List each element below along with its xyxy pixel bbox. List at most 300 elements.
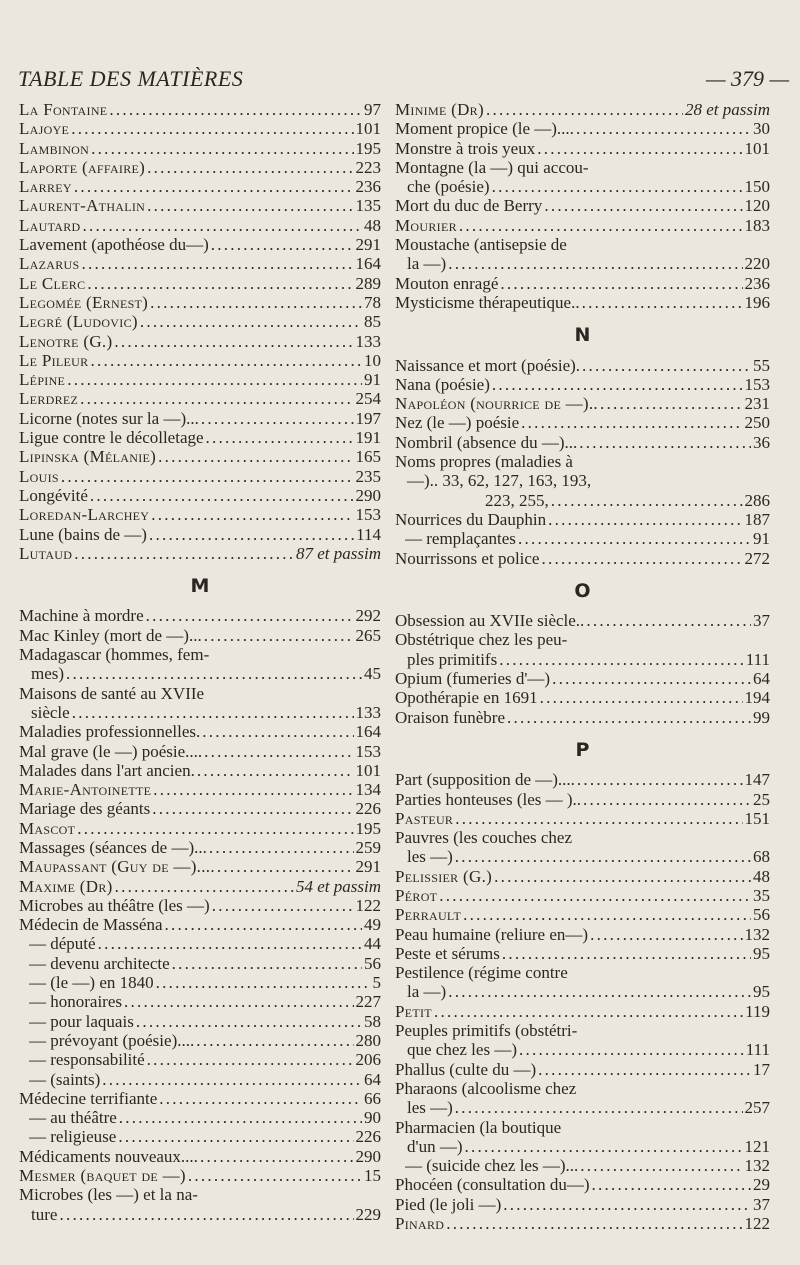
leader-dots	[492, 177, 743, 196]
leader-dots	[455, 809, 742, 828]
index-entry	[395, 375, 770, 394]
index-entry	[395, 139, 770, 158]
entry-page: 226	[355, 1127, 381, 1147]
entry-label: Lune (bains de —)	[19, 524, 147, 544]
leader-dots	[158, 447, 353, 466]
index-entry	[19, 838, 381, 857]
index-entry	[395, 925, 770, 944]
entry-page: 229	[355, 1204, 381, 1224]
index-entry	[395, 1002, 770, 1021]
index-entry	[19, 235, 381, 254]
entry-label: — pour laquais	[29, 1011, 134, 1031]
entry-page: 227	[355, 992, 381, 1012]
entry-page: 122	[355, 895, 381, 915]
leader-dots	[159, 1089, 362, 1108]
entry-page: 64	[364, 1069, 381, 1089]
entry-page: 97	[364, 100, 381, 119]
entry-label: — remplaçantes	[405, 529, 516, 549]
entry-page: 206	[355, 1050, 381, 1070]
leader-dots	[67, 370, 362, 389]
entry-label: Lautard	[19, 215, 81, 235]
leader-dots	[118, 1127, 353, 1146]
index-entry	[395, 688, 770, 707]
entry-page: 196	[744, 292, 770, 312]
entry-page: 30	[753, 119, 770, 139]
page-number: — 379 —	[706, 66, 790, 91]
index-entry	[19, 1070, 381, 1089]
entry-page: 17	[753, 1059, 770, 1079]
entry-page: 111	[745, 649, 770, 669]
entry-label: Phallus (culte du —)	[395, 1059, 537, 1079]
leader-dots	[156, 973, 371, 992]
index-entry	[395, 669, 770, 688]
index-entry	[395, 356, 770, 375]
leader-dots	[521, 413, 742, 432]
index-entry	[19, 467, 381, 486]
entry-page: 187	[744, 509, 770, 529]
leader-dots	[124, 992, 353, 1011]
entry-page: 132	[744, 1156, 770, 1176]
leader-dots	[147, 158, 353, 177]
entry-page: 68	[753, 847, 770, 867]
index-entry	[19, 293, 381, 312]
entry-page: 78	[364, 292, 381, 312]
leader-dots	[98, 934, 362, 953]
leader-dots	[74, 544, 294, 563]
entry-page: 134	[355, 780, 381, 800]
entry-label: Mal grave (le —) poésie....	[19, 741, 203, 761]
entry-label: Lerdrez	[19, 389, 79, 409]
index-entry	[19, 544, 381, 563]
entry-label: Licorne (notes sur la —)...	[19, 408, 199, 428]
index-entry	[19, 1166, 381, 1185]
entry-label: — député	[29, 934, 96, 954]
entry-label: Moment propice (le —)....	[395, 119, 574, 139]
leader-dots	[188, 1166, 362, 1185]
index-entry	[19, 780, 381, 799]
index-entry	[395, 828, 770, 867]
index-entry	[395, 196, 770, 215]
section-letter-m: M	[190, 575, 210, 598]
index-entry	[395, 963, 770, 1002]
index-entry	[19, 1108, 381, 1127]
entry-page: 254	[355, 389, 381, 409]
index-group-m-cont	[395, 100, 770, 312]
index-entry	[395, 433, 770, 452]
entry-page: 29	[753, 1175, 770, 1195]
leader-dots	[590, 925, 742, 944]
leader-dots	[519, 1040, 744, 1059]
entry-page: 292	[355, 606, 381, 626]
entry-page: 121	[744, 1136, 770, 1156]
entry-label: Maupassant (Guy de —)....	[19, 857, 215, 877]
entry-page: 44	[364, 934, 381, 954]
entry-label: Peuples primitifs (obstétri-	[395, 1021, 578, 1041]
entry-label: Microbes au théâtre (les —)	[19, 895, 210, 915]
leader-dots	[494, 867, 751, 886]
index-entry	[395, 1060, 770, 1079]
entry-label: Pauvres (les couches chez	[395, 828, 573, 848]
entry-page: 99	[753, 707, 770, 727]
entry-page: 250	[744, 413, 770, 433]
leader-dots	[149, 525, 354, 544]
index-entry	[19, 915, 381, 934]
leader-dots	[102, 1070, 362, 1089]
leader-dots	[518, 529, 751, 548]
entry-page: 25	[753, 789, 770, 809]
entry-label: Peste et sérums	[395, 943, 500, 963]
index-entry	[395, 790, 770, 809]
leader-dots	[136, 1012, 362, 1031]
entry-label: Perrault	[395, 905, 462, 925]
entry-label: Lenotre (G.)	[19, 331, 113, 351]
index-entry	[19, 139, 381, 158]
entry-page: 290	[355, 485, 381, 505]
entry-page: 236	[355, 177, 381, 197]
index-entry	[395, 1118, 770, 1157]
leader-dots	[492, 375, 743, 394]
leader-dots	[579, 433, 751, 452]
entry-label: les —)	[407, 1098, 453, 1118]
section-letter-o: O	[574, 579, 591, 602]
entry-page: 36	[753, 432, 770, 452]
index-entry	[19, 1127, 381, 1146]
entry-page: 195	[355, 138, 381, 158]
leader-dots	[119, 1108, 362, 1127]
entry-page: 48	[364, 215, 381, 235]
section-letter-p: P	[575, 738, 590, 761]
leader-dots	[455, 847, 751, 866]
entry-page: 120	[744, 196, 770, 216]
entry-label: Legré (Ludovic)	[19, 312, 138, 332]
entry-page: 56	[753, 905, 770, 925]
right-column	[395, 100, 770, 1233]
entry-page: 235	[355, 466, 381, 486]
leader-dots	[202, 722, 353, 741]
entry-page: 35	[753, 885, 770, 905]
entry-label: Nourrices du Dauphin	[395, 509, 547, 529]
index-entry	[395, 510, 770, 529]
leader-dots	[434, 1002, 743, 1021]
leader-dots	[150, 293, 362, 312]
entry-page: 289	[355, 273, 381, 293]
entry-page: 37	[753, 1194, 770, 1214]
index-entry	[19, 100, 381, 119]
entry-page: 135	[355, 196, 381, 216]
entry-page: 10	[364, 350, 381, 370]
entry-label: Longévité	[19, 485, 88, 505]
entry-label: Louis	[19, 466, 59, 486]
index-entry	[19, 332, 381, 351]
index-entry	[395, 119, 770, 138]
index-entry	[19, 742, 381, 761]
entry-label: les —)	[407, 847, 453, 867]
entry-label: Médicaments nouveaux....	[19, 1146, 198, 1166]
leader-dots	[140, 312, 362, 331]
entry-page: 236	[744, 273, 770, 293]
entry-label: Nombril (absence du —)...	[395, 432, 578, 452]
entry-label: Nana (poésie)	[395, 374, 490, 394]
index-entry	[19, 177, 381, 196]
entry-label: — religieuse	[29, 1127, 117, 1147]
leader-dots	[577, 770, 743, 789]
index-entry	[19, 606, 381, 625]
entry-page: 119	[745, 1001, 770, 1021]
index-entry	[395, 770, 770, 789]
leader-dots	[109, 100, 362, 119]
entry-page: 164	[355, 254, 381, 274]
index-group-p	[395, 770, 770, 1233]
index-entry	[19, 486, 381, 505]
entry-page: 122	[744, 1214, 770, 1234]
index-entry	[19, 645, 381, 684]
entry-page: 150	[744, 177, 770, 197]
leader-dots	[197, 761, 354, 780]
index-entry	[395, 452, 770, 510]
leader-dots	[582, 356, 751, 375]
index-entry	[395, 158, 770, 197]
leader-dots	[448, 982, 751, 1001]
left-column	[19, 100, 381, 1224]
leader-dots	[59, 1205, 353, 1224]
entry-label: Mourier	[395, 215, 457, 235]
index-entry	[395, 549, 770, 568]
entry-label: che (poésie)	[407, 177, 490, 197]
entry-label: —).. 33, 62, 127, 163, 193,	[407, 471, 592, 491]
leader-dots	[87, 274, 353, 293]
leader-dots	[77, 819, 353, 838]
entry-page: 101	[355, 760, 381, 780]
index-entry	[19, 216, 381, 235]
entry-page: 48	[753, 866, 770, 886]
leader-dots	[586, 611, 751, 630]
leader-dots	[71, 119, 353, 138]
entry-page: 291	[355, 235, 381, 255]
entry-label: Obstétrique chez les peu-	[395, 630, 568, 650]
leader-dots	[600, 394, 743, 413]
leader-dots	[583, 790, 751, 809]
index-group-o	[395, 611, 770, 727]
entry-page: 231	[744, 394, 770, 414]
entry-page: 133	[355, 331, 381, 351]
entry-label: Pasteur	[395, 808, 454, 828]
index-entry	[19, 409, 381, 428]
index-entry	[395, 630, 770, 669]
index-entry	[395, 1214, 770, 1233]
index-entry	[395, 1175, 770, 1194]
entry-label: Ligue contre le décolletage	[19, 428, 204, 448]
entry-label: Petit	[395, 1001, 432, 1021]
index-entry	[395, 394, 770, 413]
entry-label: Nez (le —) poésie	[395, 413, 520, 433]
entry-page: 91	[364, 370, 381, 390]
index-entry	[19, 799, 381, 818]
entry-page: 265	[355, 625, 381, 645]
index-group-l	[19, 100, 381, 563]
entry-label: Microbes (les —) et la na-	[19, 1185, 198, 1205]
entry-page: 259	[355, 837, 381, 857]
leader-dots	[172, 954, 362, 973]
entry-label: Moustache (antisepsie de	[395, 235, 567, 255]
index-entry	[19, 934, 381, 953]
entry-label: Oraison funèbre	[395, 707, 505, 727]
entry-page: 153	[355, 505, 381, 525]
entry-page: 90	[364, 1108, 381, 1128]
entry-label: Malades dans l'art ancien.	[19, 760, 195, 780]
leader-dots	[201, 409, 354, 428]
leader-dots	[455, 1098, 743, 1117]
index-entry	[19, 1089, 381, 1108]
entry-page: 45	[364, 664, 381, 684]
entry-label: — au théâtre	[29, 1108, 117, 1128]
entry-label: Minime (Dr)	[395, 100, 484, 119]
leader-dots	[548, 510, 742, 529]
entry-label: — devenu architecte	[29, 953, 170, 973]
entry-page: 5	[372, 973, 381, 993]
entry-label: Marie-Antoinette	[19, 780, 152, 800]
entry-label: Mesmer (baquet de —)	[19, 1166, 186, 1186]
entry-label: Pelissier (G.)	[395, 866, 493, 886]
entry-label: — responsabilité	[29, 1050, 145, 1070]
leader-dots	[165, 915, 362, 934]
leader-dots	[544, 196, 742, 215]
leader-dots	[204, 626, 354, 645]
entry-label: Pharmacien (la boutique	[395, 1117, 562, 1137]
leader-dots	[211, 235, 354, 254]
entry-label: Lutaud	[19, 543, 73, 563]
leader-dots	[212, 896, 354, 915]
index-entry	[19, 428, 381, 447]
index-entry	[19, 973, 381, 992]
entry-label: Pérot	[395, 885, 438, 905]
entry-page: 291	[355, 857, 381, 877]
entry-label: Lépine	[19, 370, 66, 390]
entry-label: Pied (le joli —)	[395, 1194, 502, 1214]
entry-page: 95	[753, 982, 770, 1002]
leader-dots	[503, 1195, 751, 1214]
index-entry	[19, 722, 381, 741]
index-entry	[19, 447, 381, 466]
entry-label: la —)	[407, 982, 447, 1002]
leader-dots	[72, 703, 354, 722]
entry-label: Maxime (Dr)	[19, 876, 113, 896]
index-entry	[19, 158, 381, 177]
index-entry	[19, 351, 381, 370]
index-entry	[395, 293, 770, 312]
entry-label: Opium (fumeries d'—)	[395, 669, 551, 689]
leader-dots	[209, 838, 354, 857]
entry-label: Monstre à trois yeux	[395, 138, 536, 158]
entry-page: 54 et passim	[296, 876, 381, 896]
entry-label: Opothérapie en 1691	[395, 688, 538, 708]
entry-label: Pestilence (régime contre	[395, 963, 568, 983]
leader-dots	[448, 254, 742, 273]
entry-page: 15	[364, 1166, 381, 1186]
leader-dots	[147, 1050, 354, 1069]
leader-dots	[537, 139, 742, 158]
entry-label: ture	[31, 1204, 58, 1224]
entry-page: 111	[745, 1040, 770, 1060]
entry-label: Lajoye	[19, 119, 70, 139]
entry-label: Nourrissons et police	[395, 548, 540, 568]
entry-label: Phocéen (consultation du—)	[395, 1175, 590, 1195]
entry-page: 280	[355, 1030, 381, 1050]
leader-dots	[502, 944, 751, 963]
index-entry	[19, 1050, 381, 1069]
leader-dots	[90, 351, 362, 370]
leader-dots	[200, 1147, 354, 1166]
leader-dots	[576, 119, 751, 138]
entry-label: Le Pileur	[19, 350, 89, 370]
page-header	[0, 58, 800, 98]
entry-page: 28 et passim	[685, 100, 770, 119]
entry-page: 101	[744, 138, 770, 158]
leader-dots	[538, 1060, 751, 1079]
entry-label: — (le —) en 1840	[29, 973, 154, 993]
index-entry	[19, 954, 381, 973]
index-entry	[19, 761, 381, 780]
index-entry	[395, 235, 770, 274]
leader-dots	[486, 100, 683, 119]
entry-label: Pharaons (alcoolisme chez	[395, 1078, 577, 1098]
leader-dots	[439, 886, 751, 905]
entry-label: Naissance et mort (poésie).	[395, 355, 581, 375]
running-title: TABLE DES MATIÈRES	[18, 66, 244, 91]
entry-label: mes)	[31, 664, 65, 684]
index-entry	[19, 819, 381, 838]
index-group-n	[395, 356, 770, 568]
entry-label: Mort du duc de Berry	[395, 196, 543, 216]
entry-label: Mascot	[19, 818, 76, 838]
entry-label: Peau humaine (reliure en—)	[395, 924, 589, 944]
entry-page: 153	[355, 741, 381, 761]
entry-page: 197	[355, 408, 381, 428]
leader-dots	[540, 688, 743, 707]
leader-dots	[147, 196, 353, 215]
index-entry	[19, 857, 381, 876]
leader-dots	[582, 293, 743, 312]
entry-page: 195	[355, 818, 381, 838]
index-entry	[395, 867, 770, 886]
entry-page: 257	[744, 1098, 770, 1118]
index-entry	[19, 254, 381, 273]
index-entry	[19, 992, 381, 1011]
entry-page: 286	[744, 490, 770, 510]
index-entry	[19, 1185, 381, 1224]
leader-dots	[592, 1175, 751, 1194]
entry-label: Médecin de Masséna	[19, 915, 163, 935]
leader-dots	[204, 742, 353, 761]
index-entry	[395, 529, 770, 548]
entry-label: Mouton enragé	[395, 273, 499, 293]
leader-dots	[152, 799, 353, 818]
entry-page: 56	[364, 953, 381, 973]
entry-page: 91	[753, 529, 770, 549]
entry-label: Lambinon	[19, 138, 90, 158]
index-entry	[395, 886, 770, 905]
leader-dots	[459, 216, 743, 235]
entry-label: Part (supposition de —)....	[395, 770, 575, 790]
entry-page: 290	[355, 1146, 381, 1166]
entry-label: Mac Kinley (mort de —)...	[19, 625, 202, 645]
entry-page: 49	[364, 915, 381, 935]
leader-dots	[115, 877, 294, 896]
entry-label: Napoléon (nourrice de —)..	[395, 394, 598, 414]
entry-label: que chez les —)	[407, 1040, 517, 1060]
index-entry	[395, 611, 770, 630]
index-entry	[19, 1147, 381, 1166]
entry-label: — (saints)	[29, 1069, 101, 1089]
